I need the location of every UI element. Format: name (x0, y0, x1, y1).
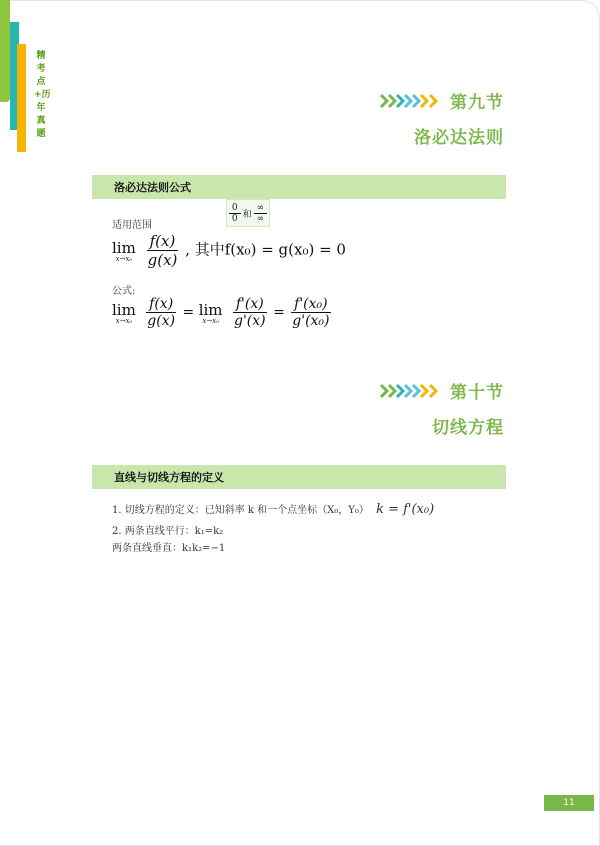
section10-header (380, 378, 504, 438)
side-title: 精考点+历年真题 (34, 51, 51, 139)
zero-den: 0 (231, 213, 238, 224)
f1-rest: , 其中f(x₀) = g(x₀) = 0 (185, 240, 346, 259)
def-3: 两条直线垂直：k₁k₂=−1 (112, 543, 226, 554)
inf-den: ∞ (256, 213, 265, 224)
scope-label: 适用范围 (112, 220, 152, 231)
lim-3: lim (198, 300, 223, 319)
band-tangent (92, 465, 506, 489)
formula-lhopital (112, 296, 333, 329)
lim-2: lim (112, 300, 136, 319)
page-number: 11 (544, 795, 594, 811)
lim-2-sub: x→x₀ (115, 316, 133, 325)
formula-label: 公式: (112, 286, 136, 297)
decor-strip-yellow (17, 44, 26, 152)
scope-box (226, 199, 270, 227)
section9-title: 洛必达法则 (414, 128, 504, 148)
band-lhopital (92, 175, 506, 199)
lim-1-sub: x→x₀ (115, 254, 133, 263)
f2-den3: g'(x₀) (292, 313, 330, 329)
chevrons-icon (380, 383, 442, 399)
f2-eq1: = (182, 304, 195, 321)
band-tangent-label: 直线与切线方程的定义 (114, 471, 224, 484)
scope-conj: 和 (242, 209, 252, 220)
f2-den2: g'(x) (233, 313, 266, 329)
f1-num: f(x) (147, 232, 179, 251)
formula-condition (112, 232, 346, 269)
def-1-text: 1. 切线方程的定义：已知斜率 k 和一个点坐标（X₀，Y₀） (112, 505, 369, 516)
lim-3-sub: x→x₀ (202, 316, 219, 325)
f2-num2: f'(x) (233, 296, 267, 313)
f2-num3: f'(x₀) (291, 296, 330, 313)
lim-1: lim (112, 238, 136, 257)
def-2: 2. 两条直线平行：k₁=k₂ (112, 526, 224, 537)
chevrons-icon (380, 93, 442, 109)
f2-num1: f(x) (146, 296, 176, 313)
band-lhopital-label: 洛必达法则公式 (114, 181, 191, 194)
f1-den: g(x) (147, 251, 178, 269)
def-1-formula: k = f'(x₀) (376, 502, 435, 517)
section9-header (380, 88, 504, 148)
decor-strip-green (0, 0, 10, 102)
def-1 (112, 501, 434, 517)
section9-number: 第九节 (450, 93, 504, 113)
f2-eq2: = (273, 304, 285, 321)
f2-den1: g(x) (147, 313, 176, 329)
section10-number: 第十节 (450, 383, 504, 403)
section10-title: 切线方程 (432, 418, 504, 438)
inf-num: ∞ (254, 203, 268, 214)
zero-num: 0 (229, 203, 241, 214)
